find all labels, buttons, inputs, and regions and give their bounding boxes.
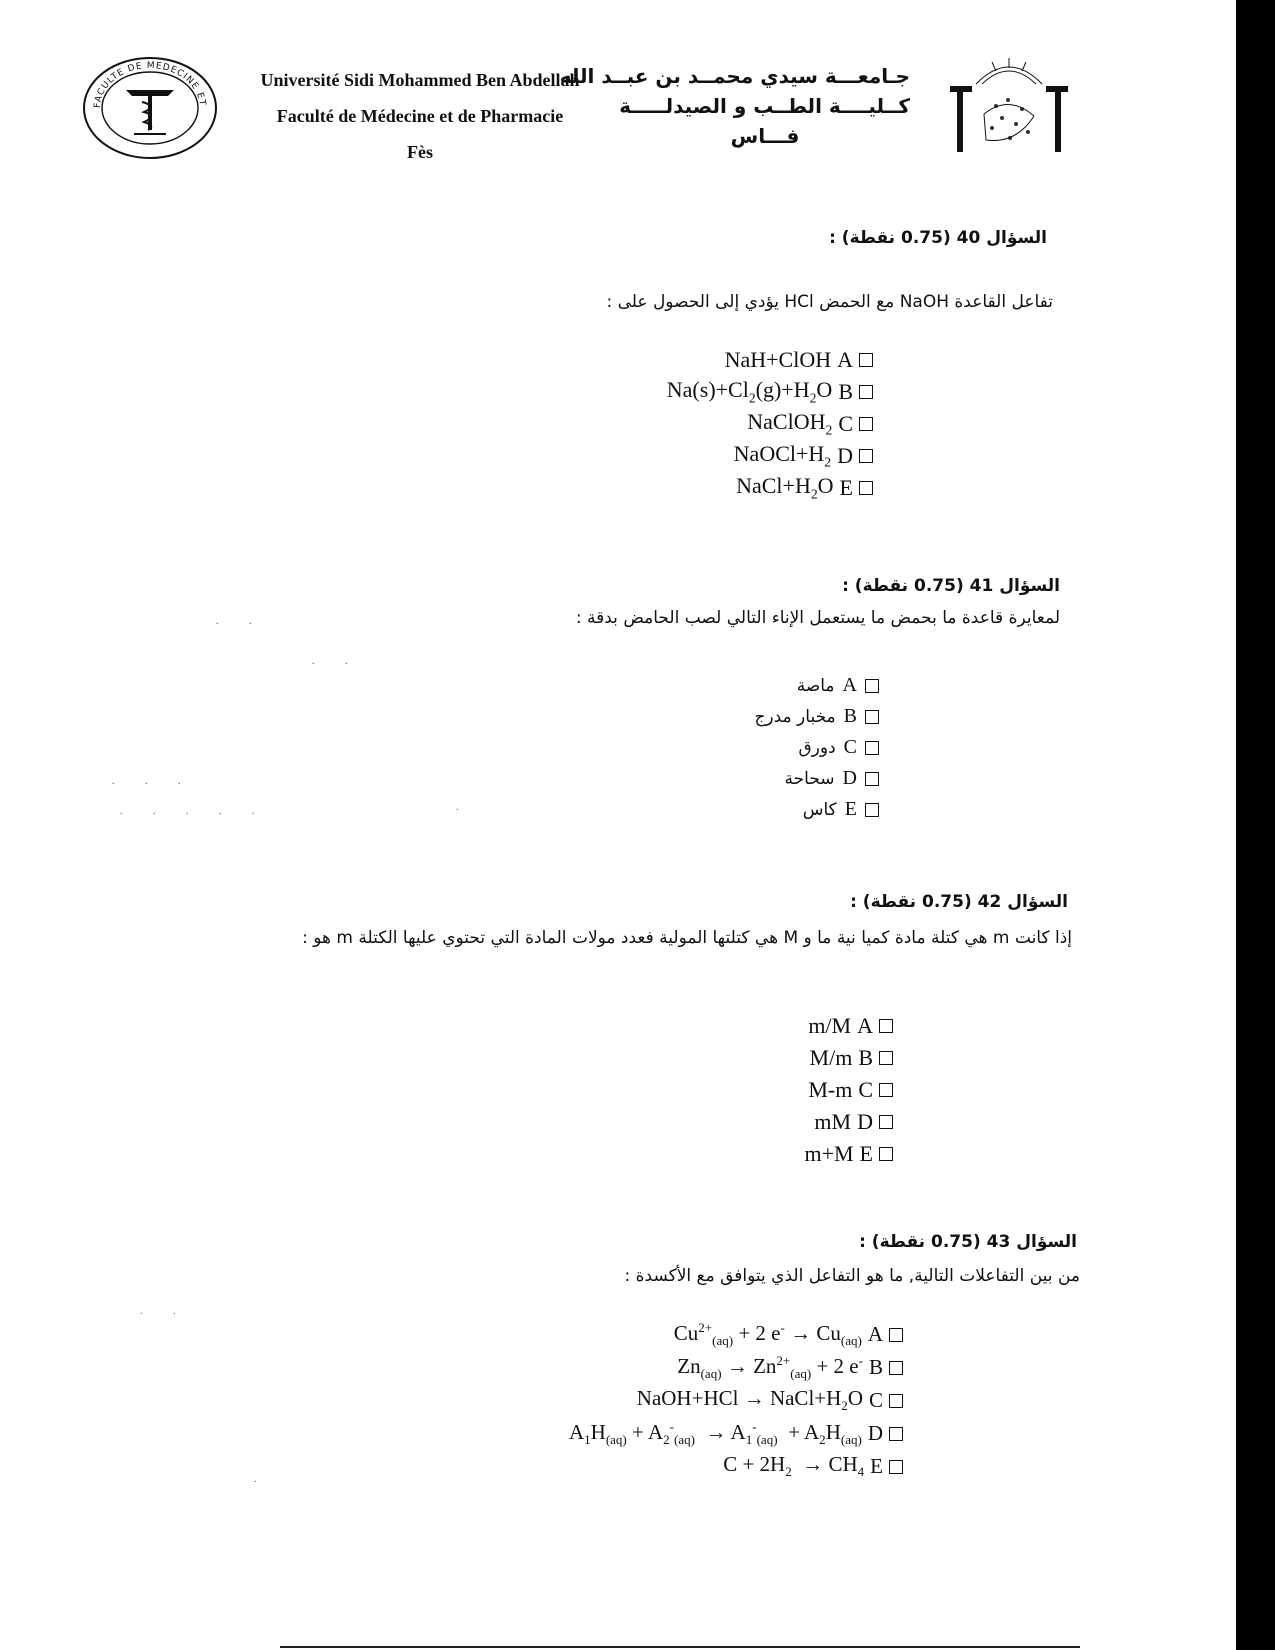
q42-option-b — [804, 1042, 893, 1074]
option-formula: NaClOH$_2$ — [747, 409, 833, 438]
option-letter: C — [858, 1077, 873, 1102]
q43-option-e — [569, 1450, 903, 1483]
q42-option-c — [804, 1074, 893, 1106]
scan-edge-bar — [1236, 0, 1275, 1650]
answer-checkbox[interactable] — [865, 772, 879, 786]
q41-option-e — [754, 794, 879, 825]
option-letter: D — [837, 443, 853, 468]
q43-option-c — [569, 1384, 903, 1417]
q40-option-b — [667, 376, 873, 408]
option-text: مخبار مدرج — [754, 706, 836, 727]
option-formula: m+M — [804, 1141, 854, 1166]
answer-checkbox[interactable] — [865, 741, 879, 755]
answer-checkbox[interactable] — [865, 679, 879, 693]
option-letter: C — [868, 1388, 883, 1412]
faculty-name-fr: Faculté de Médecine et de Pharmacie — [276, 106, 564, 126]
seal-text: FACULTE DE MEDECINE ET — [92, 60, 208, 109]
option-letter: A — [837, 347, 853, 372]
question-40-title: السؤال 40 (0.75 نقطة) : — [829, 228, 1047, 248]
option-letter: B — [858, 1045, 873, 1070]
answer-checkbox[interactable] — [865, 803, 879, 817]
answer-checkbox[interactable] — [889, 1427, 903, 1441]
scan-noise: . . — [140, 1306, 190, 1317]
answer-checkbox[interactable] — [865, 710, 879, 724]
scan-noise: . — [456, 802, 473, 813]
footer-rule — [280, 1646, 1080, 1648]
q41-option-b — [754, 701, 879, 732]
option-formula: $C + 2H_2 \to CH_4$ — [723, 1452, 865, 1480]
answer-checkbox[interactable] — [889, 1460, 903, 1474]
option-formula: M-m — [808, 1077, 853, 1102]
option-formula: $Na(s)+Cl_2(g)+H_2O$ — [666, 377, 833, 406]
question-43-text: من بين التفاعلات التالية, ما هو التفاعل الذي يتوافق مع الأكسدة : — [624, 1266, 1080, 1286]
answer-checkbox[interactable] — [859, 481, 873, 495]
scan-noise: . . — [312, 656, 362, 667]
q40-option-a — [667, 344, 873, 376]
option-formula: NaH+ClOH — [724, 347, 832, 372]
city-name-ar: فـــاس — [730, 124, 800, 148]
answer-checkbox[interactable] — [879, 1115, 893, 1129]
option-letter: A — [867, 1322, 883, 1346]
option-text: سحاحة — [784, 768, 835, 789]
option-letter: C — [838, 411, 853, 436]
option-letter: E — [844, 798, 857, 820]
q43-option-b — [569, 1351, 903, 1384]
option-formula: $A_1H_{(aq)} + A_2^-_{(aq)} \to A_1^-_{(aq)} + A_2H_{(aq)}$ — [568, 1418, 862, 1448]
option-formula: $Cu^{2+}_{(aq)} + 2$ $e^- \to Cu_{(aq)}$ — [673, 1319, 862, 1349]
option-letter: E — [839, 475, 853, 500]
option-letter: D — [857, 1109, 873, 1134]
scan-noise: . . . . . — [120, 806, 269, 817]
university-name-ar: جـامعـــة سيدي محمــد بن عبــد الله — [559, 64, 910, 88]
question-42-text: إذا كانت m هي كتلة مادة كميا نية ما و M هي كتلتها المولية فعدد مولات المادة التي تحتوي عليها الكتلة m هو : — [302, 928, 1072, 948]
option-letter: C — [843, 736, 857, 758]
q42-option-d — [804, 1106, 893, 1138]
scan-noise: . . . — [112, 776, 195, 787]
question-40-text: تفاعل القاعدة NaOH مع الحمض HCl يؤدي إلى الحصول على : — [606, 292, 1053, 312]
answer-checkbox[interactable] — [879, 1083, 893, 1097]
svg-text:FACULTE DE MEDECINE ET DE PHAR — [82, 56, 207, 108]
university-emblem-logo — [936, 54, 1082, 158]
option-text: دورق — [798, 737, 836, 758]
question-41-text: لمعايرة قاعدة ما بحمض ما يستعمل الإناء التالي لصب الحامض بدقة : — [575, 608, 1060, 628]
answer-checkbox[interactable] — [859, 417, 873, 431]
question-42-title: السؤال 42 (0.75 نقطة) : — [850, 892, 1068, 912]
q40-option-c — [667, 408, 873, 440]
option-letter: E — [859, 1141, 873, 1166]
option-formula: $NaOCl+H_2$ — [733, 441, 832, 470]
q40-option-d — [667, 440, 873, 472]
option-letter: A — [842, 674, 857, 696]
answer-checkbox[interactable] — [859, 353, 873, 367]
answer-checkbox[interactable] — [859, 449, 873, 463]
faculty-seal-logo — [82, 56, 218, 160]
option-letter: B — [843, 705, 857, 727]
option-formula: mM — [814, 1109, 852, 1134]
option-formula: NaOH+HCl → $NaCl+H_2O$ — [636, 1386, 863, 1414]
answer-checkbox[interactable] — [889, 1328, 903, 1342]
question-42-options — [804, 1010, 893, 1170]
answer-checkbox[interactable] — [879, 1147, 893, 1161]
option-letter: D — [867, 1421, 883, 1445]
option-letter: E — [870, 1454, 883, 1478]
option-formula: $Zn_{(aq)} \to Zn^{2+}_{(aq)} + 2$ e- — [677, 1352, 863, 1382]
q40-option-e — [667, 472, 873, 504]
faculty-name-ar: كــليــــة الطــب و الصيدلـــــة — [619, 94, 910, 118]
option-text: ماصة — [796, 675, 835, 696]
answer-checkbox[interactable] — [889, 1361, 903, 1375]
q41-option-a — [754, 670, 879, 701]
question-40-options — [667, 344, 873, 504]
q41-option-c — [754, 732, 879, 763]
option-letter: A — [857, 1013, 873, 1038]
option-formula: M/m — [809, 1045, 853, 1070]
option-letter: B — [838, 379, 853, 404]
q43-option-a — [569, 1318, 903, 1351]
question-41-title: السؤال 41 (0.75 نقطة) : — [842, 576, 1060, 596]
university-name-fr: Université Sidi Mohammed Ben Abdellah — [260, 70, 580, 90]
scan-noise: . — [254, 1474, 271, 1485]
option-formula: m/M — [808, 1013, 852, 1038]
answer-checkbox[interactable] — [879, 1019, 893, 1033]
question-43-title: السؤال 43 (0.75 نقطة) : — [859, 1232, 1077, 1252]
option-letter: B — [868, 1355, 883, 1379]
q42-option-e — [804, 1138, 893, 1170]
question-43-options — [569, 1318, 903, 1483]
answer-checkbox[interactable] — [859, 385, 873, 399]
answer-checkbox[interactable] — [889, 1394, 903, 1408]
option-text: كاس — [802, 799, 837, 820]
q42-option-a — [804, 1010, 893, 1042]
q43-option-d — [569, 1417, 903, 1450]
answer-checkbox[interactable] — [879, 1051, 893, 1065]
city-name-fr: Fès — [407, 142, 433, 162]
q41-option-d — [754, 763, 879, 794]
question-41-options — [754, 670, 879, 825]
scan-noise: . . — [216, 616, 266, 627]
option-formula: $NaCl+H_2O$ — [736, 473, 834, 502]
option-letter: D — [842, 767, 857, 789]
